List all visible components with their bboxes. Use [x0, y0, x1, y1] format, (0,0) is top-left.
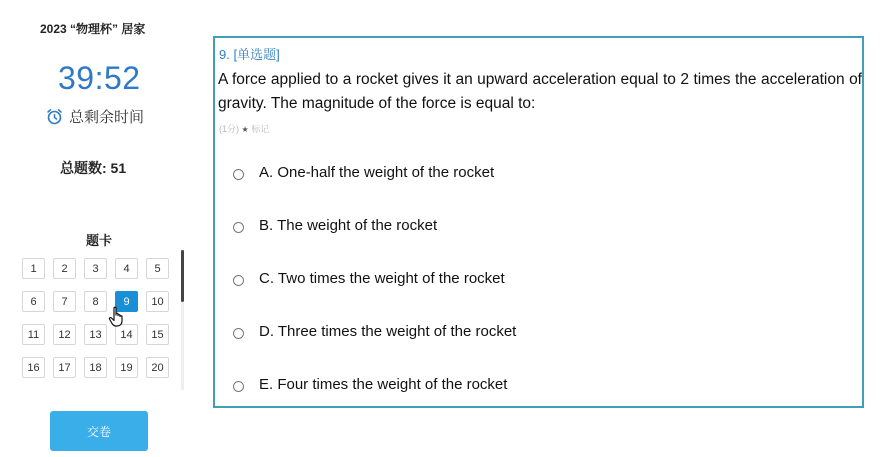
countdown-timer: 39:52	[58, 60, 141, 96]
option-a-label[interactable]: A. One-half the weight of the rocket	[259, 164, 495, 181]
option-a-radio[interactable]	[233, 169, 244, 180]
question-cell-18[interactable]: 18	[84, 357, 107, 378]
question-cell-5[interactable]: 5	[146, 258, 169, 279]
question-cell-19[interactable]: 19	[115, 357, 138, 378]
question-cell-11[interactable]: 11	[22, 324, 45, 345]
question-cell-4[interactable]: 4	[115, 258, 138, 279]
hand-pointer-cursor-icon	[108, 306, 126, 328]
question-score: (1分)	[219, 124, 239, 134]
option-c-radio[interactable]	[233, 275, 244, 286]
option-b-label[interactable]: B. The weight of the rocket	[259, 217, 438, 234]
question-cell-16[interactable]: 16	[22, 357, 45, 378]
question-cell-17[interactable]: 17	[53, 357, 76, 378]
option-e-radio[interactable]	[233, 381, 244, 392]
exam-title: 2023 “物理杯” 居家	[40, 22, 146, 36]
total-questions: 总题数: 51	[60, 160, 127, 176]
question-cell-13[interactable]: 13	[84, 324, 107, 345]
option-b[interactable]	[233, 213, 516, 266]
question-panel	[213, 36, 864, 408]
question-cell-2[interactable]: 2	[53, 258, 76, 279]
timer-label-row	[46, 106, 144, 127]
option-c-label[interactable]: C. Two times the weight of the rocket	[259, 270, 505, 287]
option-d[interactable]	[233, 319, 516, 372]
question-cell-10[interactable]: 10	[146, 291, 169, 312]
option-d-label[interactable]: D. Three times the weight of the rocket	[259, 323, 517, 340]
question-type-tag: 9. [单选题]	[219, 47, 280, 62]
submit-exam-button[interactable]: 交卷	[50, 411, 148, 451]
mark-star-icon[interactable]: ★	[241, 125, 249, 134]
answer-options	[233, 160, 516, 425]
option-d-radio[interactable]	[233, 328, 244, 339]
question-cell-12[interactable]: 12	[53, 324, 76, 345]
question-cell-6[interactable]: 6	[22, 291, 45, 312]
question-meta	[219, 122, 269, 135]
option-b-radio[interactable]	[233, 222, 244, 233]
option-c[interactable]	[233, 266, 516, 319]
question-text: A force applied to a rocket gives it an upward acceleration equal to 2 times the acceleration of gravity. The magnitude of the force is equal to:	[218, 71, 862, 112]
answer-card-title: 题卡	[86, 233, 113, 248]
question-cell-9-current[interactable]: 9	[115, 291, 138, 312]
question-cell-7[interactable]: 7	[53, 291, 76, 312]
question-cell-20[interactable]: 20	[146, 357, 169, 378]
alarm-clock-icon	[46, 108, 63, 125]
option-e[interactable]	[233, 372, 516, 425]
question-cell-8[interactable]: 8	[84, 291, 107, 312]
question-cell-3[interactable]: 3	[84, 258, 107, 279]
mark-label[interactable]: 标记	[251, 124, 270, 134]
question-cell-1[interactable]: 1	[22, 258, 45, 279]
question-number-grid	[22, 258, 174, 378]
answer-card-scrollbar[interactable]	[181, 250, 184, 390]
scrollbar-thumb[interactable]	[181, 250, 184, 302]
question-cell-15[interactable]: 15	[146, 324, 169, 345]
question-cell-14[interactable]: 14	[115, 324, 138, 345]
time-remaining-label: 总剩余时间	[69, 109, 145, 126]
option-a[interactable]	[233, 160, 516, 213]
option-e-label[interactable]: E. Four times the weight of the rocket	[259, 376, 508, 393]
